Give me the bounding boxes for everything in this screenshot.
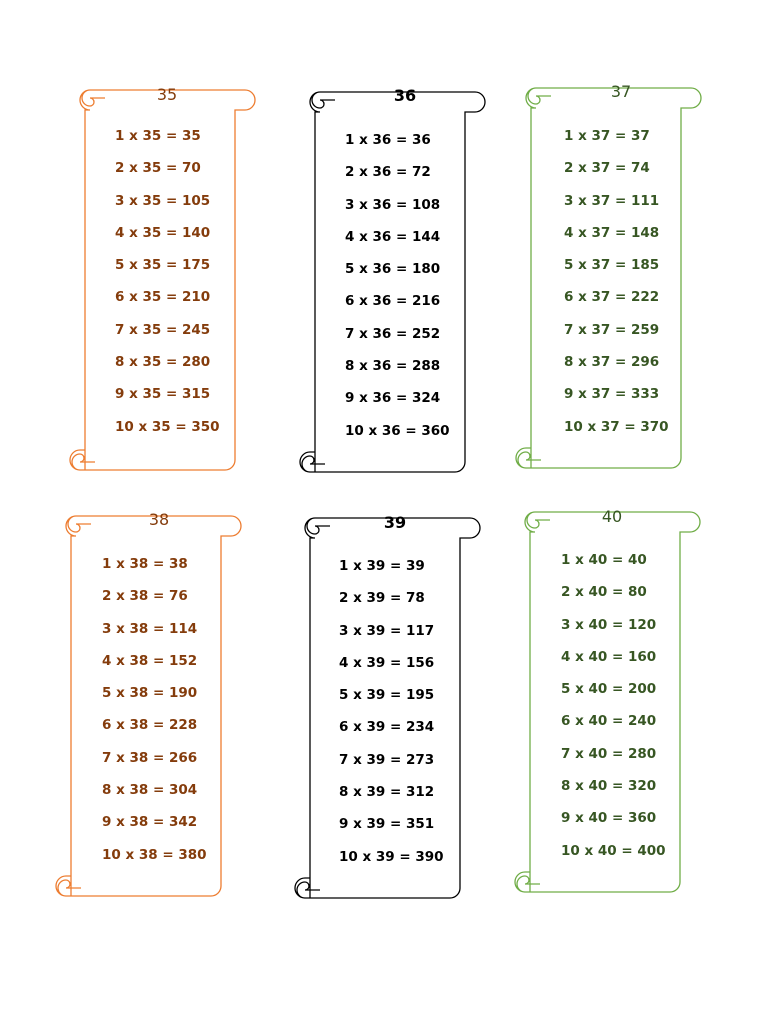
table-row: 10 x 36 = 360 xyxy=(345,422,450,439)
table-title: 36 xyxy=(393,86,417,105)
table-title: 37 xyxy=(610,82,632,101)
table-rows xyxy=(102,556,207,879)
table-row: 2 x 35 = 70 xyxy=(115,160,201,177)
table-row: 9 x 39 = 351 xyxy=(339,816,435,833)
table-row: 6 x 35 = 210 xyxy=(115,289,211,306)
table-rows xyxy=(345,132,450,455)
table-row: 1 x 38 = 38 xyxy=(102,556,188,572)
table-row: 3 x 37 = 111 xyxy=(564,192,660,209)
table-row: 4 x 40 = 160 xyxy=(561,648,657,665)
table-row: 1 x 40 = 40 xyxy=(561,552,647,568)
table-row: 7 x 35 = 245 xyxy=(115,321,211,338)
table-row: 4 x 36 = 144 xyxy=(345,228,441,245)
table-row: 2 x 40 = 80 xyxy=(561,584,647,601)
times-table-37 xyxy=(506,78,706,478)
table-row: 1 x 37 = 37 xyxy=(564,128,650,144)
table-row: 5 x 39 = 195 xyxy=(339,687,435,704)
table-row: 1 x 35 = 35 xyxy=(115,128,201,144)
times-table-35 xyxy=(60,80,260,480)
table-row: 4 x 37 = 148 xyxy=(564,224,660,241)
table-row: 9 x 37 = 333 xyxy=(564,386,660,403)
table-row: 6 x 38 = 228 xyxy=(102,717,198,734)
table-row: 7 x 36 = 252 xyxy=(345,325,441,342)
table-row: 8 x 36 = 288 xyxy=(345,358,441,375)
table-row: 7 x 39 = 273 xyxy=(339,751,435,768)
table-row: 2 x 39 = 78 xyxy=(339,590,425,607)
table-row: 7 x 38 = 266 xyxy=(102,749,198,766)
table-row: 5 x 36 = 180 xyxy=(345,261,441,278)
table-title: 40 xyxy=(601,507,623,526)
table-row: 6 x 36 = 216 xyxy=(345,293,441,310)
table-row: 2 x 36 = 72 xyxy=(345,164,431,181)
table-rows xyxy=(339,558,444,881)
table-row: 3 x 39 = 117 xyxy=(339,622,435,639)
table-row: 9 x 38 = 342 xyxy=(102,814,198,831)
times-table-36 xyxy=(290,82,490,482)
table-row: 5 x 37 = 185 xyxy=(564,257,660,274)
table-row: 9 x 40 = 360 xyxy=(561,810,657,827)
table-row: 3 x 36 = 108 xyxy=(345,196,441,213)
table-row: 7 x 40 = 280 xyxy=(561,745,657,762)
table-row: 10 x 39 = 390 xyxy=(339,848,444,865)
table-row: 5 x 35 = 175 xyxy=(115,257,211,274)
table-title: 39 xyxy=(383,513,407,532)
table-rows xyxy=(115,128,220,451)
table-row: 8 x 37 = 296 xyxy=(564,354,660,371)
table-title: 38 xyxy=(148,510,170,529)
table-row: 9 x 35 = 315 xyxy=(115,386,211,403)
table-row: 3 x 35 = 105 xyxy=(115,192,211,209)
table-row: 10 x 38 = 380 xyxy=(102,846,207,863)
table-row: 8 x 40 = 320 xyxy=(561,778,657,795)
table-row: 4 x 38 = 152 xyxy=(102,652,198,669)
table-row: 10 x 37 = 370 xyxy=(564,418,669,435)
times-table-39 xyxy=(285,508,485,908)
table-row: 10 x 35 = 350 xyxy=(115,418,220,435)
table-row: 6 x 37 = 222 xyxy=(564,289,660,306)
table-row: 3 x 40 = 120 xyxy=(561,616,657,633)
table-row: 8 x 35 = 280 xyxy=(115,354,211,371)
table-row: 8 x 38 = 304 xyxy=(102,782,198,799)
table-row: 5 x 38 = 190 xyxy=(102,685,198,702)
table-row: 6 x 40 = 240 xyxy=(561,713,657,730)
table-row: 7 x 37 = 259 xyxy=(564,321,660,338)
table-row: 6 x 39 = 234 xyxy=(339,719,435,736)
table-title: 35 xyxy=(156,85,178,104)
table-row: 3 x 38 = 114 xyxy=(102,620,198,637)
times-table-38 xyxy=(46,506,246,906)
table-row: 4 x 35 = 140 xyxy=(115,224,211,241)
table-row: 2 x 37 = 74 xyxy=(564,160,650,177)
times-table-40 xyxy=(505,502,705,902)
table-rows xyxy=(561,552,666,875)
table-row: 1 x 39 = 39 xyxy=(339,558,425,574)
table-row: 2 x 38 = 76 xyxy=(102,588,188,605)
table-rows xyxy=(564,128,669,451)
table-row: 4 x 39 = 156 xyxy=(339,654,435,671)
table-row: 9 x 36 = 324 xyxy=(345,390,441,407)
table-row: 10 x 40 = 400 xyxy=(561,842,666,859)
table-row: 8 x 39 = 312 xyxy=(339,784,435,801)
table-row: 5 x 40 = 200 xyxy=(561,681,657,698)
table-row: 1 x 36 = 36 xyxy=(345,132,431,148)
